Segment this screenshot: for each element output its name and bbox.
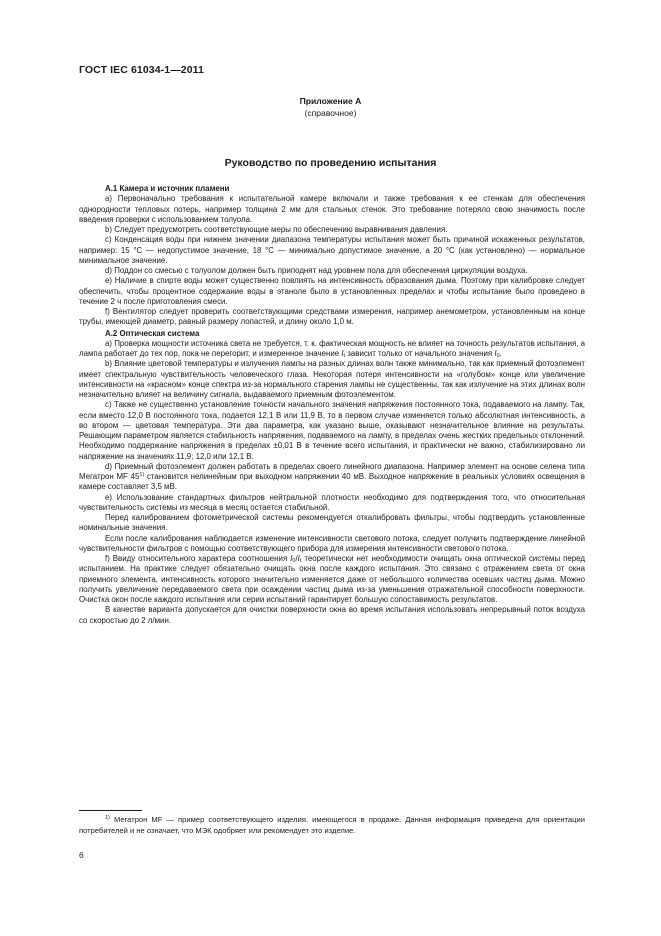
footnote-ref: 1) [139, 472, 145, 478]
paragraph-a1-e: e) Наличие в спирте воды может существенно повлиять на интенсивность образования дыма. Поэтому при калибровке следует обеспечить, чтобы процентное содержание воды в этаноле было в установленных пределах и чтобы испытание было проведено в течение 2 ч после приготовления смеси. [79, 276, 585, 306]
paragraph-a1-a: a) Первоначально требования к испытательной камере включали и также требования к ее стенкам для обеспечения однородности тепловых потерь, например толщина 2 мм для стальных стенок. Это требование потеряло свою значимость после введения проверки с использованием толуола. [79, 194, 585, 224]
footnote-divider [79, 810, 142, 811]
main-title: Руководство по проведению испытания [224, 157, 437, 169]
appendix-subtitle: (справочное) [304, 108, 357, 118]
paragraph-a2-d: d) Приемный фотоэлемент должен работать в пределах своего линейного диапазона. Например элемент на основе селена типа Мегатрон MF 45$^{1)}$ становится нелинейным при выходном напряжении 40 мВ. Выходное напряжение в реальных условиях освещения в камере составляет 3,5 мВ. [79, 461, 586, 492]
paragraph-a2-e3: Если после калибрования наблюдается изменение интенсивности светового потока, следует получить подтверждение линейной чувствительности фильтров с помощью соответствующего прибора для измерения интенсивности светового потока. [79, 533, 585, 553]
paragraph-a2-a: a) Проверка мощности источника света не требуется, т. к. фактическая мощность не влияет на точность результатов испытания, а лампа работает до тех пор, пока не перегорит, и измеренное значение $I_t$ зависит только от начального значения $I_0$. [79, 338, 585, 359]
section-heading-a1: А.1 Камера и источник пламени [105, 184, 230, 193]
paragraph-a2-c: c) Также не существенно установление точности начального значения напряжения постоянного тока, подаваемого на лампу. Так, если вместо 12,0 В постоянного тока, подается 12,1 В или 11,9 В, то в первом случае изменяется только абсолютная интенсивность, а во втором — цветовая температура. Эти два параметра, как указано выше, оказывают незначительное влияние на результаты. Решающим параметром является стабильность напряжения, подаваемого на лампу, в пределах очень жестких предельных отклонений. Необходимо поддержание напряжения в пределах ±0,01 В в течение всего испытания, и практически не важно, стабилизировано ли напряжение на значениях 11,9; 12,0 или 12,1 В. [79, 400, 585, 461]
paragraph-a2-e2: Перед калиброванием фотометрической системы рекомендуется откалибровать фильтры, чтобы подтвердить установленные номинальные значения. [79, 513, 585, 533]
footnote-mark: 1) [105, 815, 110, 821]
body-text [79, 183, 585, 626]
paragraph-a2-b: b) Влияние цветовой температуры и излучения лампы на разных длинах волн также минимально, так как приемный фотоэлемент имеет спектральную чувствительность человеческого глаза. Некоторая потеря интенсивности на «голубом» конце или увеличение интенсивности на «красном» конце спектра из-за нормального старения лампы не существенны, так как излучение на этих длинах волн незначительно влияет на величину сигнала, выдаваемого приемным фотоэлементом. [79, 359, 585, 399]
page-number: 6 [79, 850, 84, 860]
appendix-title: Приложение А [299, 96, 362, 106]
paragraph-a1-b: b) Следует предусмотреть соответствующие меры по обеспечению выравнивания давления. [105, 225, 448, 234]
paragraph-a2-f: f) Ввиду относительного характера соотношения $I_0/I_t$ теоретически нет необходимости очищать окна оптической системы перед испытанием. На практике следует обязательно очищать окна после каждого испытания. Это связано с отражением света от окна приемного элемента, интенсивность которого значительно изменяется даже от небольшого количества осевших частиц дыма. Можно получить увеличение передаваемого света при осаждении частиц дыма из-за уменьшения отражательной способности поверхности. Очистка окон после каждого испытания или серии испытаний гарантирует большую сопоставимость результатов. [79, 554, 585, 604]
paragraph-a1-d: d) Поддон со смесью с толуолом должен быть приподнят над уровнем пола для обеспечения циркуляции воздуха. [105, 266, 528, 275]
paragraph-a1-c: c) Конденсация воды при нижнем значении диапазона температуры испытания может быть причиной искаженных результатов, например: 15 °С — недопустимое значение, 18 °С — минимально допустимое значение, а 20 °С (как установлено) — нормальное минимальное значение. [79, 235, 585, 265]
paragraph-a2-e: e) Использование стандартных фильтров нейтральной плотности необходимо для подтверждения того, что относительная чувствительность системы из месяца в месяц остается стабильной. [79, 492, 585, 512]
section-heading-a2: А.2 Оптическая система [105, 328, 200, 338]
footnote-text: Мегатрон MF — пример соответствующего изделия, имеющегося в продаже. Данная информация приведена для ориентации потребителей и не означает, что МЭК одобряет или рекомендует это изделие. [79, 815, 585, 835]
footnote [79, 815, 585, 836]
paragraph-a2-g: В качестве варианта допускается для очистки поверхности окна во время испытания использовать непрерывный поток воздуха со скоростью до 2 л/мин. [79, 605, 585, 625]
paragraph-a1-f: f) Вентилятор следует проверить соответствующими средствами измерения, например анемометром, установленным на конце трубы, имеющей диаметр, равный размеру лопастей, и длину около 1,0 м. [79, 307, 585, 327]
document-code-header: ГОСТ IEC 61034-1—2011 [79, 64, 204, 76]
